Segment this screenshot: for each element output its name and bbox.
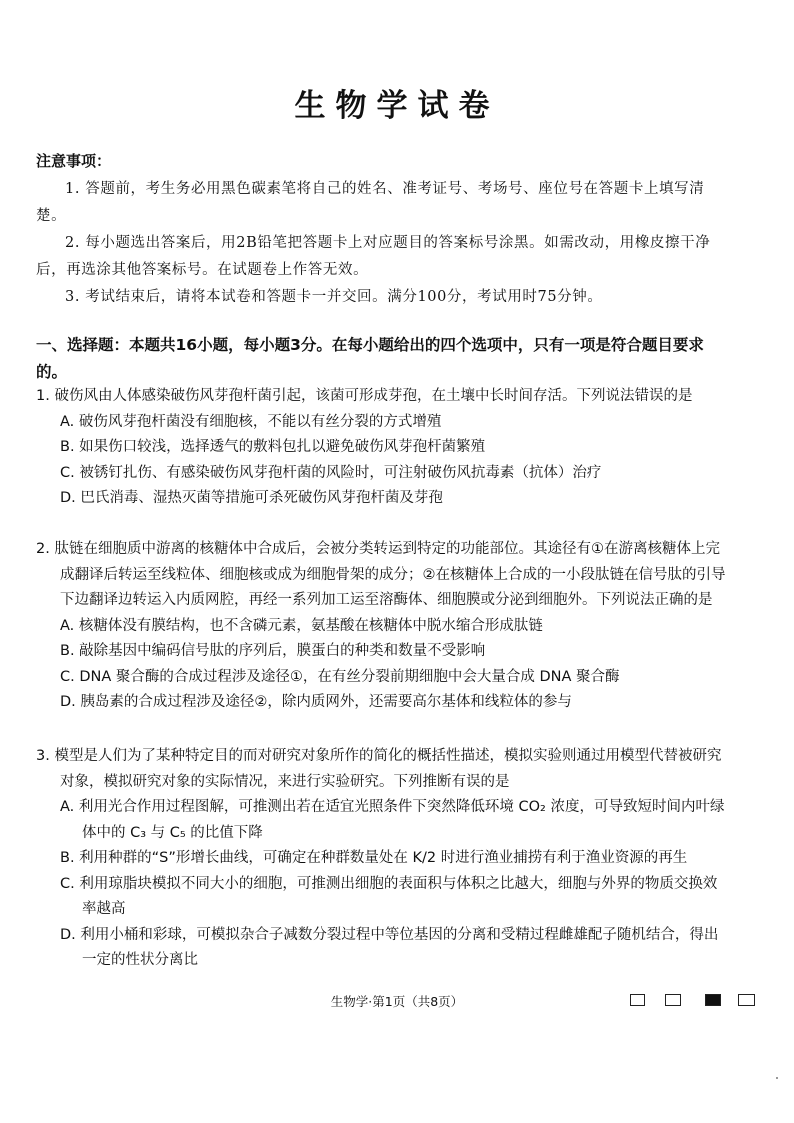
scan-mark-box: [738, 994, 755, 1006]
option-c: C. 被锈钉扎伤、有感染破伤风芽孢杆菌的风险时，可注射破伤风抗毒素（抗体）治疗: [60, 464, 602, 481]
scan-mark-filled: [705, 994, 721, 1006]
notice-item-2: 2. 每小题选出答案后，用2B铅笔把答题卡上对应题目的答案标号涂黑。如需改动，用橡皮擦干净后，再选涂其他答案标号。在试题卷上作答无效。: [36, 235, 711, 278]
question-2: [36, 537, 726, 716]
page-title: 生物学试卷: [294, 88, 500, 124]
notice-heading: 注意事项：: [36, 152, 112, 170]
notice-item-1: 1. 答题前，考生务必用黑色碳素笔将自己的姓名、准考证号、考场号、座位号在答题卡上填写清楚。: [36, 181, 705, 224]
notice-item-3: 3. 考试结束后，请将本试卷和答题卡一并交回。满分100分，考试用时75分钟。: [65, 289, 603, 305]
scan-speck: [776, 1077, 778, 1079]
question-1: [36, 384, 726, 512]
question-3: [36, 744, 726, 974]
option-c: C. DNA 聚合酶的合成过程涉及途径①，在有丝分裂前期细胞中会大量合成 DNA 聚合酶: [60, 668, 620, 685]
option-a: A. 破伤风芽孢杆菌没有细胞核，不能以有丝分裂的方式增殖: [60, 413, 442, 430]
option-d: D. 利用小桶和彩球，可模拟杂合子减数分裂过程中等位基因的分离和受精过程雌雄配子随机结合，得出一定的性状分离比: [60, 926, 719, 968]
question-stem: 3. 模型是人们为了某种特定目的而对研究对象所作的简化的概括性描述，模拟实验则通过用模型代替被研究对象，模拟研究对象的实际情况，来进行实验研究。下列推断有误的是: [36, 748, 722, 790]
option-b: B. 如果伤口较浅，选择透气的敷料包扎以避免破伤风芽孢杆菌繁殖: [60, 439, 486, 455]
section-heading: 一、选择题：本题共16小题，每小题3分。在每小题给出的四个选项中，只有一项是符合题目要求的。: [36, 336, 704, 381]
page-footer: 生物学·第1页（共8页）: [330, 994, 464, 1009]
option-a: A. 核糖体没有膜结构，也不含磷元素，氨基酸在核糖体中脱水缩合形成肽链: [60, 617, 543, 634]
question-stem: 2. 肽链在细胞质中游离的核糖体中合成后，会被分类转运到特定的功能部位。其途径有①在游离核糖体上完成翻译后转运至线粒体、细胞核或成为细胞骨架的成分；②在核糖体上合成的一小段肽链在信号肽的引导下边翻译边转运入内质网腔，再经一系列加工运至溶酶体、细胞膜或分泌到细胞外。下列说法正确的是: [36, 541, 726, 608]
option-d: D. 巴氏消毒、湿热灭菌等措施可杀死破伤风芽孢杆菌及芽孢: [60, 490, 443, 506]
option-d: D. 胰岛素的合成过程涉及途径②，除内质网外，还需要高尔基体和线粒体的参与: [60, 694, 572, 710]
scan-mark-box: [630, 994, 645, 1006]
scan-mark-box: [665, 994, 681, 1006]
option-c: C. 利用琼脂块模拟不同大小的细胞，可推测出细胞的表面积与体积之比越大，细胞与外界的物质交换效率越高: [60, 875, 718, 917]
question-stem: 1. 破伤风由人体感染破伤风芽孢杆菌引起，该菌可形成芽孢，在土壤中长时间存活。下列说法错误的是: [36, 388, 693, 404]
option-a: A. 利用光合作用过程图解，可推测出若在适宜光照条件下突然降低环境 CO₂ 浓度，可导致短时间内叶绿体中的 C₃ 与 C₅ 的比值下降: [60, 799, 725, 841]
option-b: B. 敲除基因中编码信号肽的序列后，膜蛋白的种类和数量不受影响: [60, 643, 486, 659]
option-b: B. 利用种群的“S”形增长曲线，可确定在种群数量处在 K/2 时进行渔业捕捞有利于渔业资源的再生: [60, 850, 688, 866]
